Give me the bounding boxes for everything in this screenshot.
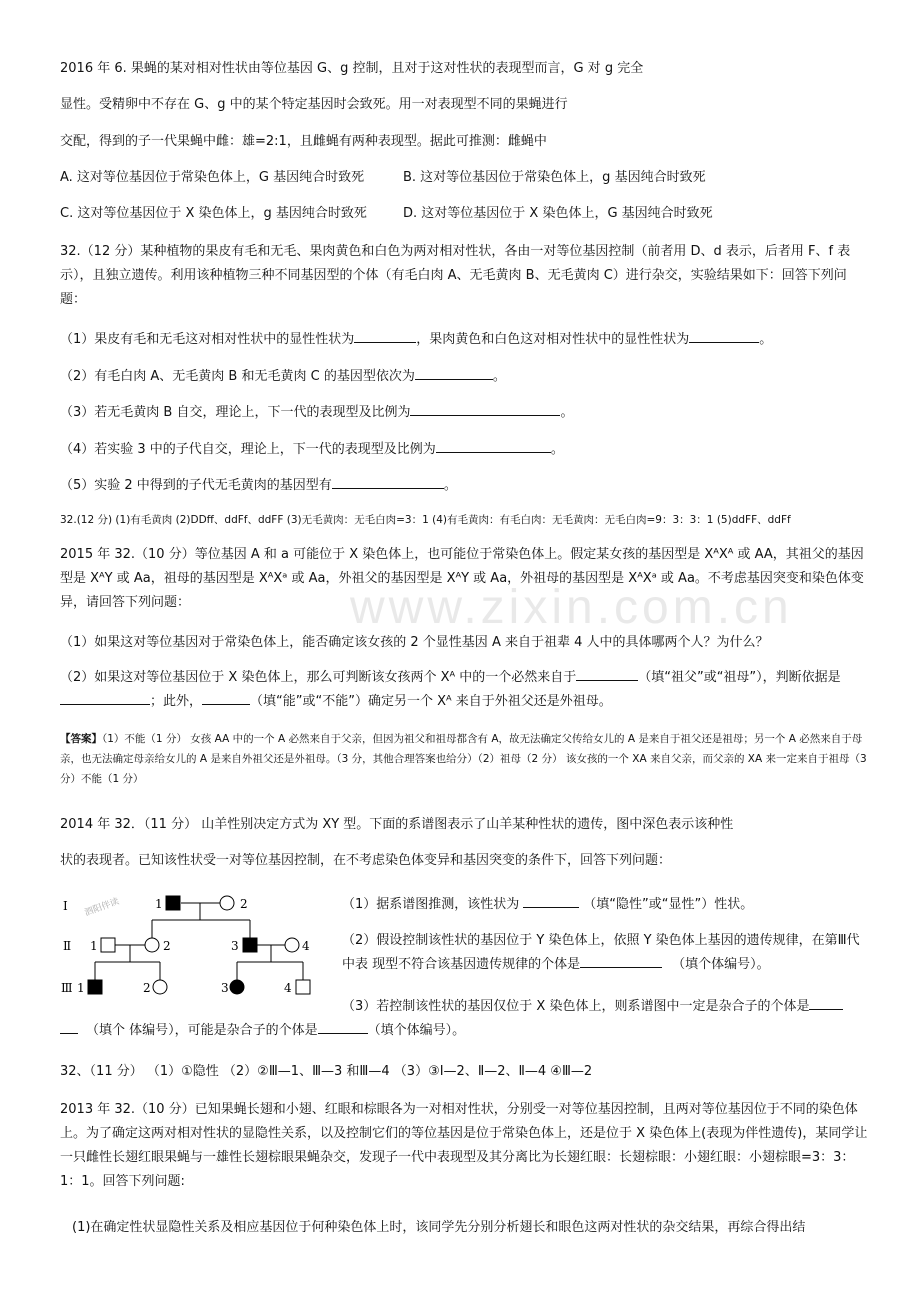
answer-blank[interactable] [410, 401, 560, 416]
individual-label: 4 [284, 981, 292, 995]
answer-blank[interactable] [436, 438, 551, 453]
q32a-intro: 32.（12 分）某种植物的果皮有毛和无毛、果肉黄色和白色为两对相对性状，各由一对等位基因控制（前者用 D、d 表示，后者用 F、f 表示），且独立遗传。利用该种植物三种不同基因型的个体（有毛白肉 A、无毛黄肉 B、无毛黄肉 C）进行杂交，实验结果如下：回答下列问题： [60, 244, 851, 307]
q2014-sub2: （2）假设控制该性状的基因位于 Y 染色体上，依照 Y 染色体上基因的遗传规律，在第Ⅲ代中表 现型不符合该基因遗传规律的个体是 （填个体编号）。 [342, 933, 860, 972]
pedigree-diagram [55, 880, 330, 1010]
q2015-answer: 【答案】（1）不能（1 分） 女孩 AA 中的一个 A 必然来自于父亲，但因为祖父和祖母都含有 A，故无法确定父传给女儿的 A 是来自于祖父还是祖母；另一个 A 必然来自于母亲，也无法确定母亲给女儿的 A 是来自外祖父还是外祖母。（3 分，其他合理答案也给分）（2）祖母（2 分） 该女孩的一个 XA 来自父亲，而父亲的 XA 来一定来自于祖母（3 分）不能（1 分） [60, 733, 867, 785]
q2016-options-ab [60, 168, 870, 188]
answer-blank[interactable] [576, 666, 638, 681]
answer-blank[interactable] [60, 1019, 78, 1034]
option-b: B. 这对等位基因位于常染色体上，g 基因纯合时致死 [403, 170, 706, 185]
q2014-sub3: （3）若控制该性状的基因仅位于 X 染色体上，则系谱图中一定是杂合子的个体是 （填个 体编号），可能是杂合子的个体是 （填个体编号）。 [60, 995, 870, 1043]
answer-blank[interactable] [689, 328, 759, 343]
option-d: D. 这对等位基因位于 X 染色体上，G 基因纯合时致死 [403, 206, 713, 221]
individual-label: 1 [77, 981, 85, 995]
q2016-line1: 2016 年 6. 果蝇的某对相对性状由等位基因 G、g 控制，且对于这对性状的表现型而言，G 对 g 完全 [60, 61, 644, 76]
male-affected-symbol [166, 896, 180, 910]
individual-label: 3 [221, 981, 229, 995]
answer-blank[interactable] [523, 893, 579, 908]
q2014-line2: 状的表现者。已知该性状受一对等位基因控制，在不考虑染色体变异和基因突变的条件下，回答下列问题： [60, 853, 672, 868]
q2014-sub1: （1）据系谱图推测，该性状为 （填“隐性”或“显性”）性状。 [342, 893, 870, 915]
female-unaffected-symbol [153, 980, 167, 994]
individual-label: 4 [302, 939, 310, 953]
q2014-answer: 32、（11 分） （1）①隐性 （2）②Ⅲ—1、Ⅲ—3 和Ⅲ—4 （3）③Ⅰ—2、Ⅱ—2、Ⅱ—4 ④Ⅲ—2 [60, 1064, 593, 1079]
option-a: A. 这对等位基因位于常染色体上，G 基因纯合时致死 [60, 170, 365, 185]
q2013-sub1: (1)在确定性状显隐性关系及相应基因位于何种染色体上时，该同学先分别分析翅长和眼色这两对性状的杂交结果，再综合得出结 [72, 1220, 806, 1235]
individual-label: 2 [143, 981, 151, 995]
individual-label: 2 [163, 939, 171, 953]
q32a-sub1: （1）果皮有毛和无毛这对相对性状中的显性性状为 ，果肉黄色和白色这对相对性状中的显性性状为 。 [60, 328, 870, 350]
q32a-sub3: （3）若无毛黄肉 B 自交，理论上，下一代的表现型及比例为 。 [60, 401, 870, 423]
answer-blank[interactable] [415, 365, 493, 380]
answer-blank[interactable] [318, 1019, 368, 1034]
male-unaffected-symbol [101, 938, 115, 952]
answer-blank[interactable] [332, 474, 444, 489]
male-affected-symbol [243, 938, 257, 952]
watermark: www.zixin.com.cn [350, 581, 793, 634]
answer-blank[interactable] [202, 690, 250, 705]
answer-blank[interactable] [60, 690, 150, 705]
generation-label-i: Ⅰ [63, 899, 68, 913]
q2016-line3: 交配，得到的子一代果蝇中雌：雄=2:1，且雌蝇有两种表现型。据此可推测：雌蝇中 [60, 134, 547, 149]
q2013-intro: 2013 年 32.（10 分）已知果蝇长翅和小翅、红眼和棕眼各为一对相对性状，分别受一对等位基因控制，且两对等位基因位于不同的染色体上。为了确定这两对相对性状的显隐性关系，以及控制它们的等位基因是位于常染色体上，还是位于 X 染色体上(表现为伴性遗传)，某同学让一只雌性长翅红眼果蝇与一雄性长翅棕眼果蝇杂交，发现子一代中表现型及其分离比为长翅红眼：长翅棕眼：小翅红眼：小翅棕眼=3：3：1：1。回答下列问题: [60, 1102, 868, 1189]
q2016-line2: 显性。受精卵中不存在 G、g 中的某个特定基因时会致死。用一对表现型不同的果蝇进行 [60, 97, 568, 112]
individual-label: 1 [90, 939, 98, 953]
generation-label-iii: Ⅲ [61, 981, 73, 995]
q32a-sub4: （4）若实验 3 中的子代自交，理论上，下一代的表现型及比例为 。 [60, 438, 870, 460]
individual-label: 3 [231, 939, 239, 953]
individual-label: 2 [240, 897, 248, 911]
q2015-sub1: （1）如果这对等位基因对于常染色体上，能否确定该女孩的 2 个显性基因 A 来自于祖辈 4 人中的具体哪两个人？为什么？ [60, 635, 769, 650]
female-unaffected-symbol [285, 938, 299, 952]
stamp-mark: 泗阳伴读 [83, 896, 121, 919]
q2015-sub2: （2）如果这对等位基因位于 X 染色体上，那么可判断该女孩两个 Xᴬ 中的一个必然来自于 （填“祖父”或“祖母”），判断依据是；此外， （填“能”或“不能”）确定另一个 Xᴬ 来自于外祖父还是外祖母。 [60, 666, 870, 714]
female-unaffected-symbol [145, 938, 159, 952]
answer-blank[interactable] [809, 995, 843, 1010]
male-unaffected-symbol [296, 980, 310, 994]
q2014-line1: 2014 年 32．（11 分） 山羊性别决定方式为 XY 型。下面的系谱图表示了山羊某种性状的遗传，图中深色表示该种性 [60, 817, 734, 832]
answer-blank[interactable] [580, 953, 662, 968]
individual-label: 1 [155, 897, 163, 911]
female-unaffected-symbol [220, 896, 234, 910]
male-affected-symbol [88, 980, 102, 994]
female-affected-symbol [230, 980, 244, 994]
option-c: C. 这对等位基因位于 X 染色体上，g 基因纯合时致死 [60, 206, 367, 221]
q32a-answer: 32.(12 分) (1)有毛黄肉 (2)DDff、ddFf、ddFF (3)无毛黄肉：无毛白肉=3：1 (4)有毛黄肉：有毛白肉：无毛黄肉：无毛白肉=9：3：3：1 (5)ddFF、ddFf [60, 514, 791, 526]
q2015-intro: 2015 年 32.（10 分）等位基因 A 和 a 可能位于 X 染色体上，也可能位于常染色体上。假定某女孩的基因型是 XᴬXᴬ 或 AA，其祖父的基因型是 XᴬY 或 Aa，祖母的基因型是 XᴬXᵃ 或 Aa，外祖父的基因型是 XᴬY 或 Aa，外祖母的基因型是 XᴬXᵃ 或 Aa。不考虑基因突变和染色体变异，请回答下列问题： [60, 547, 864, 610]
q32a-sub5: （5）实验 2 中得到的子代无毛黄肉的基因型有 。 [60, 474, 870, 496]
generation-label-ii: Ⅱ [63, 939, 72, 953]
q2016-options-cd [60, 204, 870, 224]
q32a-sub2: （2）有毛白肉 A、无毛黄肉 B 和无毛黄肉 C 的基因型依次为 。 [60, 365, 870, 387]
answer-blank[interactable] [354, 328, 416, 343]
